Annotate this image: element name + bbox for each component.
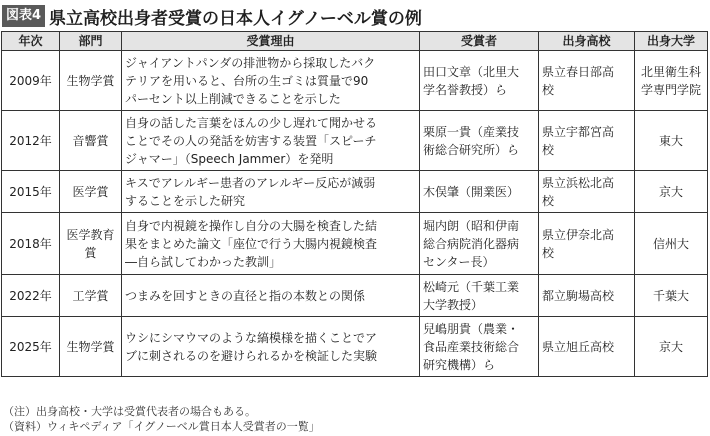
cell-year: 2015年 bbox=[2, 171, 60, 213]
cell-reason: ウシにシマウマのような縞模様を描くことでア ブに刺されるのを避けられるかを検証した実験 bbox=[122, 317, 420, 377]
cell-dept: 医学教育 賞 bbox=[60, 213, 122, 275]
cell-year: 2012年 bbox=[2, 111, 60, 171]
header-univ: 出身大学 bbox=[635, 32, 708, 51]
cell-dept: 生物学賞 bbox=[60, 51, 122, 111]
cell-school: 県立宇都宮高 校 bbox=[539, 111, 635, 171]
cell-year: 2009年 bbox=[2, 51, 60, 111]
cell-univ: 東大 bbox=[635, 111, 708, 171]
cell-winner: 木俣肇（開業医） bbox=[420, 171, 539, 213]
cell-school: 県立伊奈北高 校 bbox=[539, 213, 635, 275]
cell-winner: 兒嶋朋貴（農業・ 食品産業技術総合 研究機構）ら bbox=[420, 317, 539, 377]
header-dept: 部門 bbox=[60, 32, 122, 51]
cell-year: 2022年 bbox=[2, 275, 60, 317]
cell-univ: 京大 bbox=[635, 171, 708, 213]
table-row bbox=[2, 111, 708, 171]
cell-winner: 田口文章（北里大 学名誉教授）ら bbox=[420, 51, 539, 111]
cell-dept: 医学賞 bbox=[60, 171, 122, 213]
source-text: （資料）ウィキペディア「イグノーベル賞日本人受賞者の一覧」 bbox=[3, 420, 320, 433]
cell-year: 2018年 bbox=[2, 213, 60, 275]
cell-univ: 北里衛生科 学専門学院 bbox=[635, 51, 708, 111]
cell-univ: 千葉大 bbox=[635, 275, 708, 317]
cell-school: 県立旭丘高校 bbox=[539, 317, 635, 377]
cell-school: 都立駒場高校 bbox=[539, 275, 635, 317]
table-row bbox=[2, 275, 708, 317]
header-winner: 受賞者 bbox=[420, 32, 539, 51]
cell-dept: 生物学賞 bbox=[60, 317, 122, 377]
table-row bbox=[2, 51, 708, 111]
cell-dept: 工学賞 bbox=[60, 275, 122, 317]
header-reason: 受賞理由 bbox=[122, 32, 420, 51]
cell-reason: キスでアレルギー患者のアレルギー反応が減弱 することを示した研究 bbox=[122, 171, 420, 213]
page-title: 県立高校出身者受賞の日本人イグノーベル賞の例 bbox=[49, 8, 422, 29]
footnotes bbox=[3, 404, 320, 434]
table-row bbox=[2, 317, 708, 377]
cell-univ: 京大 bbox=[635, 317, 708, 377]
cell-univ: 信州大 bbox=[635, 213, 708, 275]
table-row bbox=[2, 213, 708, 275]
cell-year: 2025年 bbox=[2, 317, 60, 377]
cell-winner: 堀内朗（昭和伊南 総合病院消化器病 センター長） bbox=[420, 213, 539, 275]
cell-reason: 自身の話した言葉をほんの少し遅れて聞かせる ことでその人の発話を妨害する装置「スピーチ ジャマー」（Speech Jammer）を発明 bbox=[122, 111, 420, 171]
cell-school: 県立浜松北高 校 bbox=[539, 171, 635, 213]
cell-winner: 栗原一貴（産業技 術総合研究所）ら bbox=[420, 111, 539, 171]
ig-nobel-table bbox=[1, 31, 708, 377]
table-row bbox=[2, 171, 708, 213]
table-header-row bbox=[2, 32, 708, 51]
cell-winner: 松崎元（千葉工業 大学教授） bbox=[420, 275, 539, 317]
header-year: 年次 bbox=[2, 32, 60, 51]
figure-badge: 図表4 bbox=[2, 5, 45, 27]
header-school: 出身高校 bbox=[539, 32, 635, 51]
cell-reason: 自身で内視鏡を操作し自分の大腸を検査した結 果をまとめた論文「座位で行う大腸内視鏡検査 ―自ら試してわかった教訓」 bbox=[122, 213, 420, 275]
note-text: （注）出身高校・大学は受賞代表者の場合もある。 bbox=[3, 405, 256, 418]
cell-dept: 音響賞 bbox=[60, 111, 122, 171]
cell-reason: つまみを回すときの直径と指の本数との関係 bbox=[122, 275, 420, 317]
figure-title bbox=[2, 3, 422, 29]
cell-reason: ジャイアントパンダの排泄物から採取したバク テリアを用いると、台所の生ゴミは質量で90 パーセント以上削減できることを示した bbox=[122, 51, 420, 111]
cell-school: 県立春日部高 校 bbox=[539, 51, 635, 111]
